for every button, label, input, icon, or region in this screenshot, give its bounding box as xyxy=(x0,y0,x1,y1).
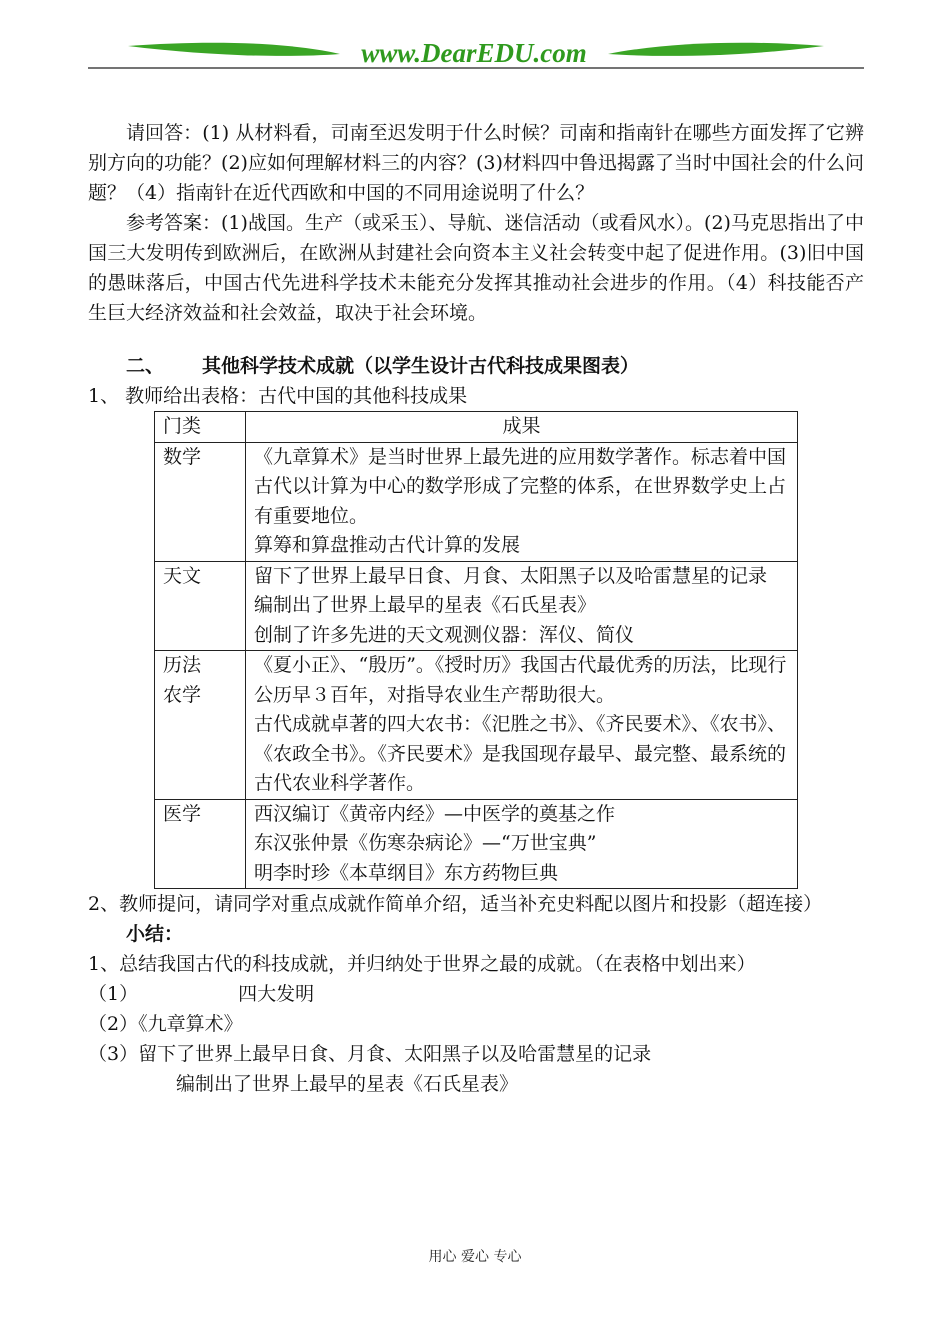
summary-item xyxy=(88,1009,864,1039)
page-footer: 用心 爱心 专心 xyxy=(428,1249,522,1265)
table-intro: 1、 教师给出表格：古代中国的其他科技成果 xyxy=(88,385,468,407)
right-leaf-swoosh xyxy=(608,43,824,56)
summary-item-text: 四大发明 xyxy=(238,983,315,1005)
achievement-line: 西汉编订《黄帝内经》—中医学的奠基之作 xyxy=(254,802,616,825)
table-row xyxy=(155,651,798,800)
summary-continuation: 编制出了世界上最早的星表《石氏星表》 xyxy=(176,1073,519,1095)
table-row xyxy=(155,442,798,561)
achievement-line: 《九章算术》是当时世界上最先进的应用数学著作。标志着中国古代以计算为中心的数学形成了完整的体系，在世界数学史上占有重要地位。 xyxy=(254,445,787,527)
left-leaf-swoosh xyxy=(128,43,340,56)
summary-item xyxy=(88,979,864,1009)
summary-item-number: （1） xyxy=(88,983,139,1005)
achievement-line: 《夏小正》、“殷历”。《授时历》我国古代最优秀的历法，比现行公历早３百年，对指导农业生产帮助很大。 xyxy=(254,654,787,706)
summary-item-text: 《九章算术》 xyxy=(138,1013,243,1035)
achievement-line: 编制出了世界上最早的星表《石氏星表》 xyxy=(254,594,597,616)
achievement-cell xyxy=(246,442,798,561)
header-achievement: 成果 xyxy=(246,412,798,443)
achievement-cell xyxy=(246,651,798,800)
section-number: 二、 xyxy=(126,355,165,377)
summary-item-number: （3） xyxy=(88,1043,139,1065)
site-logo-text: www.DearEDU.com xyxy=(361,38,587,68)
category-cell: 历法 农学 xyxy=(155,651,246,800)
table-row xyxy=(155,561,798,651)
achievement-line: 明李时珍《本草纲目》东方药物巨典 xyxy=(254,861,559,884)
answers-paragraph: 参考答案：(1)战国。生产（或采玉）、导航、迷信活动（或看风水）。(2)马克思指出了中国三大发明传到欧洲后，在欧洲从封建社会向资本主义社会转变中起了促进作用。(3)旧中国的愚昧落后，中国古代先进科学技术未能充分发挥其推动社会进步的作用。（4）科技能否产生巨大经济效益和社会效益，取决于社会环境。 xyxy=(88,212,864,324)
document-body xyxy=(88,118,864,1099)
achievement-line: 算筹和算盘推动古代计算的发展 xyxy=(254,534,521,556)
site-header xyxy=(88,28,864,74)
achievement-line: 东汉张仲景《伤寒杂病论》—“万世宝典” xyxy=(254,832,597,854)
achievement-cell xyxy=(246,799,798,889)
category-cell: 天文 xyxy=(155,561,246,651)
header-category: 门类 xyxy=(155,412,246,443)
question-2: 2、教师提问，请同学对重点成就作简单介绍，适当补充史料配以图片和投影（超连接） xyxy=(88,893,823,915)
category-cell: 医学 xyxy=(155,799,246,889)
section-heading xyxy=(88,351,864,381)
achievement-cell xyxy=(246,561,798,651)
section-title: 其他科学技术成就（以学生设计古代科技成果图表） xyxy=(202,355,640,377)
table-header-row xyxy=(155,412,798,443)
summary-point-1: 1、总结我国古代的科技成就，并归纳处于世界之最的成就。（在表格中划出来） xyxy=(88,953,756,975)
table-row xyxy=(155,799,798,889)
achievement-line: 古代成就卓著的四大农书：《汜胜之书》、《齐民要术》、《农书》、《农政全书》。《齐民要术》是我国现存最早、最完整、最系统的古代农业科学著作。 xyxy=(254,713,787,794)
category-cell: 数学 xyxy=(155,442,246,561)
achievements-table xyxy=(154,411,798,889)
summary-item-text: 留下了世界上最早日食、月食、太阳黑子以及哈雷慧星的记录 xyxy=(138,1043,652,1065)
achievement-line: 创制了许多先进的天文观测仪器：浑仪、简仪 xyxy=(254,623,635,646)
header-banner xyxy=(88,28,864,74)
questions-paragraph: 请回答：(1) 从材料看，司南至迟发明于什么时候？司南和指南针在哪些方面发挥了它辨别方向的功能？(2)应如何理解材料三的内容？(3)材料四中鲁迅揭露了当时中国社会的什么问题？（4）指南针在近代西欧和中国的不同用途说明了什么？ xyxy=(88,122,864,204)
summary-label: 小结： xyxy=(126,923,184,945)
summary-item-number: （2） xyxy=(88,1013,139,1035)
summary-item xyxy=(88,1039,864,1069)
achievement-line: 留下了世界上最早日食、月食、太阳黑子以及哈雷慧星的记录 xyxy=(254,564,768,587)
